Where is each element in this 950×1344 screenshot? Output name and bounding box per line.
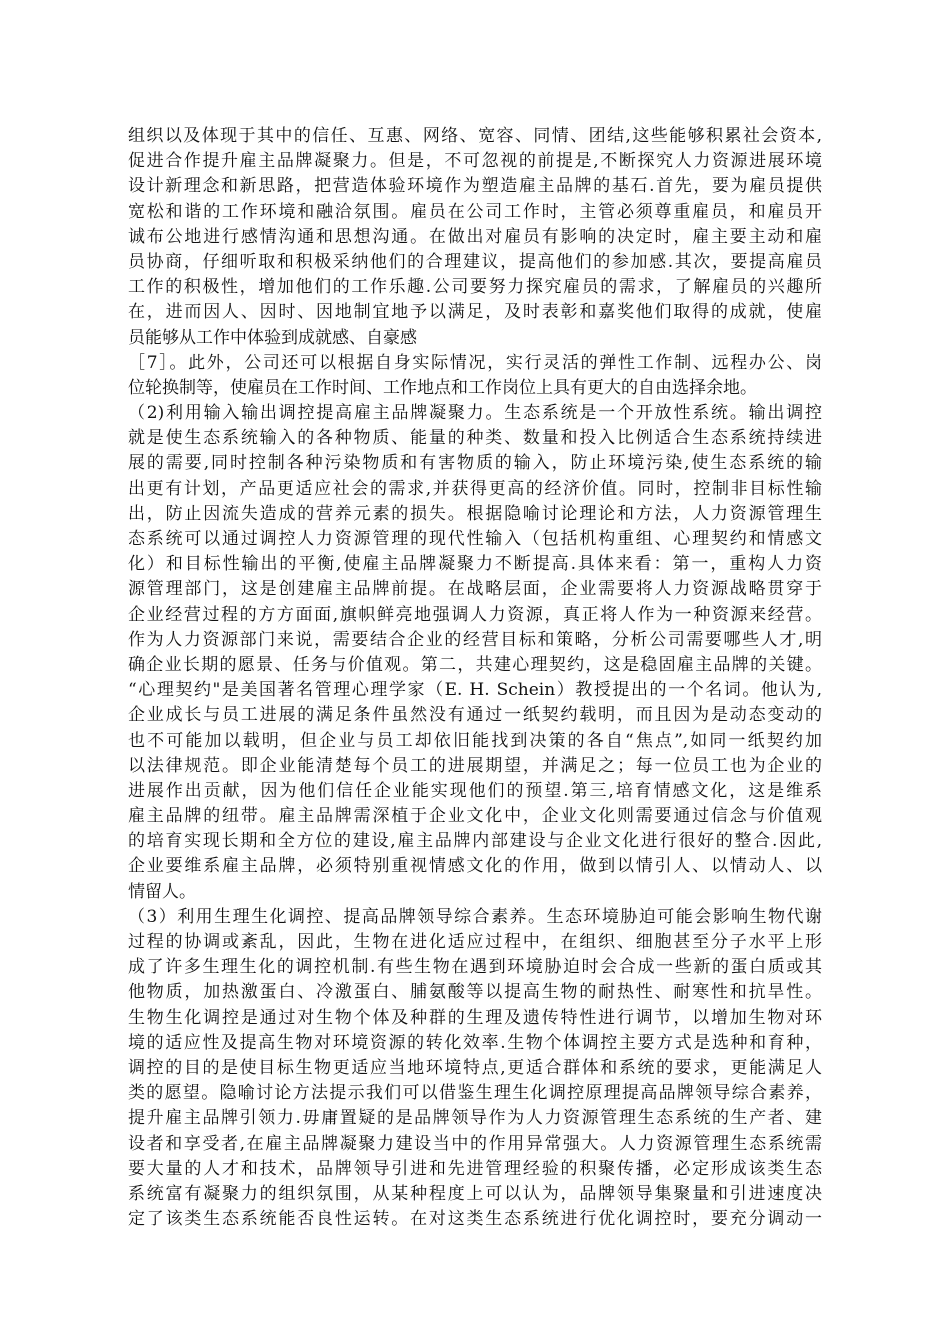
text-line: 类的愿望。隐喻讨论方法提示我们可以借鉴生理生化调控原理提高品牌领导综合素养，: [128, 1083, 822, 1104]
body-text: [128, 124, 822, 1232]
text-line: 也不可能加以载明，但企业与员工却依旧能找到决策的各自“焦点”,如同一纸契约加: [128, 730, 822, 751]
text-line: 化）和目标性输出的平衡,使雇主品牌凝聚力不断提高.具体来看：第一，重构人力资: [128, 554, 822, 575]
text-line: ［7］。此外，公司还可以根据自身实际情况，实行灵活的弹性工作制、远程办公、岗: [128, 352, 822, 373]
text-line: 调控的目的是使目标生物更适应当地环境特点,更适合群体和系统的要求，更能满足人: [128, 1057, 822, 1078]
text-line: 源管理部门，这是创建雇主品牌前提。在战略层面，企业需要将人力资源战略贯穿于: [128, 579, 822, 600]
text-line: 诚布公地进行感情沟通和思想沟通。在做出对雇员有影响的决定时，雇主要主动和雇: [128, 226, 822, 247]
text-line: 生物生化调控是通过对生物个体及种群的生理及遗传特性进行调节，以增加生物对环: [128, 1007, 822, 1028]
text-line: 确企业长期的愿景、任务与价值观。第二，共建心理契约，这是稳固雇主品牌的关键。: [128, 654, 822, 675]
text-line: 情留人。: [128, 881, 196, 902]
text-line: 工作的积极性，增加他们的工作乐趣.公司要努力探究雇员的需求，了解雇员的兴趣所: [128, 277, 822, 298]
text-line: 企业经营过程的方方面面,旗帜鲜亮地强调人力资源，真正将人作为一种资源来经营。: [128, 604, 822, 625]
text-line: 设计新理念和新思路，把营造体验环境作为塑造雇主品牌的基石.首先，要为雇员提供: [128, 176, 822, 197]
text-line: 成了许多生理生化的调控机制.有些生物在遇到环境胁迫时会合成一些新的蛋白质或其: [128, 957, 822, 978]
text-line: 位轮换制等，使雇员在工作时间、工作地点和工作岗位上具有更大的自由选择余地。: [128, 377, 757, 398]
text-line: 以法律规范。即企业能清楚每个员工的进展期望，并满足之；每一位员工也为企业的: [128, 755, 822, 776]
text-line: 要大量的人才和技术，品牌领导引进和先进管理经验的积聚传播，必定形成该类生态: [128, 1158, 822, 1179]
text-line: 系统富有凝聚力的组织氛围，从某种程度上可以认为，品牌领导集聚量和引进速度决: [128, 1183, 822, 1204]
text-line: 态系统可以通过调控人力资源管理的现代性输入（包括机构重组、心理契约和情感文: [128, 529, 822, 549]
text-line: （2)利用输入输出调控提高雇主品牌凝聚力。生态系统是一个开放性系统。输出调控: [128, 403, 822, 424]
text-line: 作为人力资源部门来说，需要结合企业的经营目标和策略，分析公司需要哪些人才,明: [128, 629, 822, 650]
text-line: 出更有计划，产品更适应社会的需求,并获得更高的经济价值。同时，控制非目标性输: [128, 478, 822, 499]
text-line: 在，进而因人、因时、因地制宜地予以满足，及时表彰和嘉奖他们取得的成就，使雇: [128, 302, 822, 323]
text-line: 过程的协调或紊乱，因此，生物在进化适应过程中，在组织、细胞甚至分子水平上形: [128, 932, 822, 952]
text-line: 就是使生态系统输入的各种物质、能量的种类、数量和投入比例适合生态系统持续进: [128, 428, 822, 449]
text-line: 企业要维系雇主品牌，必须特别重视情感文化的作用，做到以情引人、以情动人、以: [128, 856, 822, 877]
text-line: 展的需要,同时控制各种污染物质和有害物质的输入，防止环境污染,使生态系统的输: [128, 453, 822, 474]
text-line: 出，防止因流失造成的营养元素的损失。根据隐喻讨论理论和方法，人力资源管理生: [128, 503, 822, 524]
text-line: 的培育实现长期和全方位的建设,雇主品牌内部建设与企业文化进行很好的整合.因此,: [128, 831, 822, 852]
text-line: 宽松和谐的工作环境和融洽氛围。雇员在公司工作时，主管必须尊重雇员，和雇员开: [128, 201, 822, 222]
text-line: 提升雇主品牌引领力.毋庸置疑的是品牌领导作为人力资源管理生态系统的生产者、建: [128, 1108, 822, 1129]
text-line: 员能够从工作中体验到成就感、自豪感: [128, 327, 417, 348]
text-line: 员协商，仔细听取和积极采纳他们的合理建议，提高他们的参加感.其次，要提高雇员: [128, 251, 822, 272]
text-line: 雇主品牌的纽带。雇主品牌需深植于企业文化中，企业文化则需要通过信念与价值观: [128, 806, 822, 827]
text-line: 设者和享受者,在雇主品牌凝聚力建设当中的作用异常强大。人力资源管理生态系统需: [128, 1133, 822, 1154]
text-line: （3）利用生理生化调控、提高品牌领导综合素养。生态环境胁迫可能会影响生物代谢: [128, 906, 822, 927]
text-line: 组织以及体现于其中的信任、互惠、网络、宽容、同情、团结,这些能够积累社会资本,: [128, 126, 822, 146]
text-line: 进展作出贡献，因为他们信任企业能实现他们的预望.第三,培育情感文化，这是维系: [128, 780, 822, 801]
text-line: “心理契约"是美国著名管理心理学家（E. H. Schein）教授提出的一个名词。他认为,: [128, 680, 822, 701]
text-line: 企业成长与员工进展的满足条件虽然没有通过一纸契约载明，而且因为是动态变动的: [128, 705, 822, 726]
text-line: 定了该类生态系统能否良性运转。在对这类生态系统进行优化调控时，要充分调动一: [128, 1209, 822, 1230]
text-line: 促进合作提升雇主品牌凝聚力。但是，不可忽视的前提是,不断探究人力资源进展环境: [128, 151, 822, 172]
text-line: 境的适应性及提高生物对环境资源的转化效率.生物个体调控主要方式是选种和育种，: [128, 1032, 822, 1053]
text-line: 他物质，加热激蛋白、冷激蛋白、脯氨酸等以提高生物的耐热性、耐寒性和抗旱性。: [128, 982, 822, 1003]
